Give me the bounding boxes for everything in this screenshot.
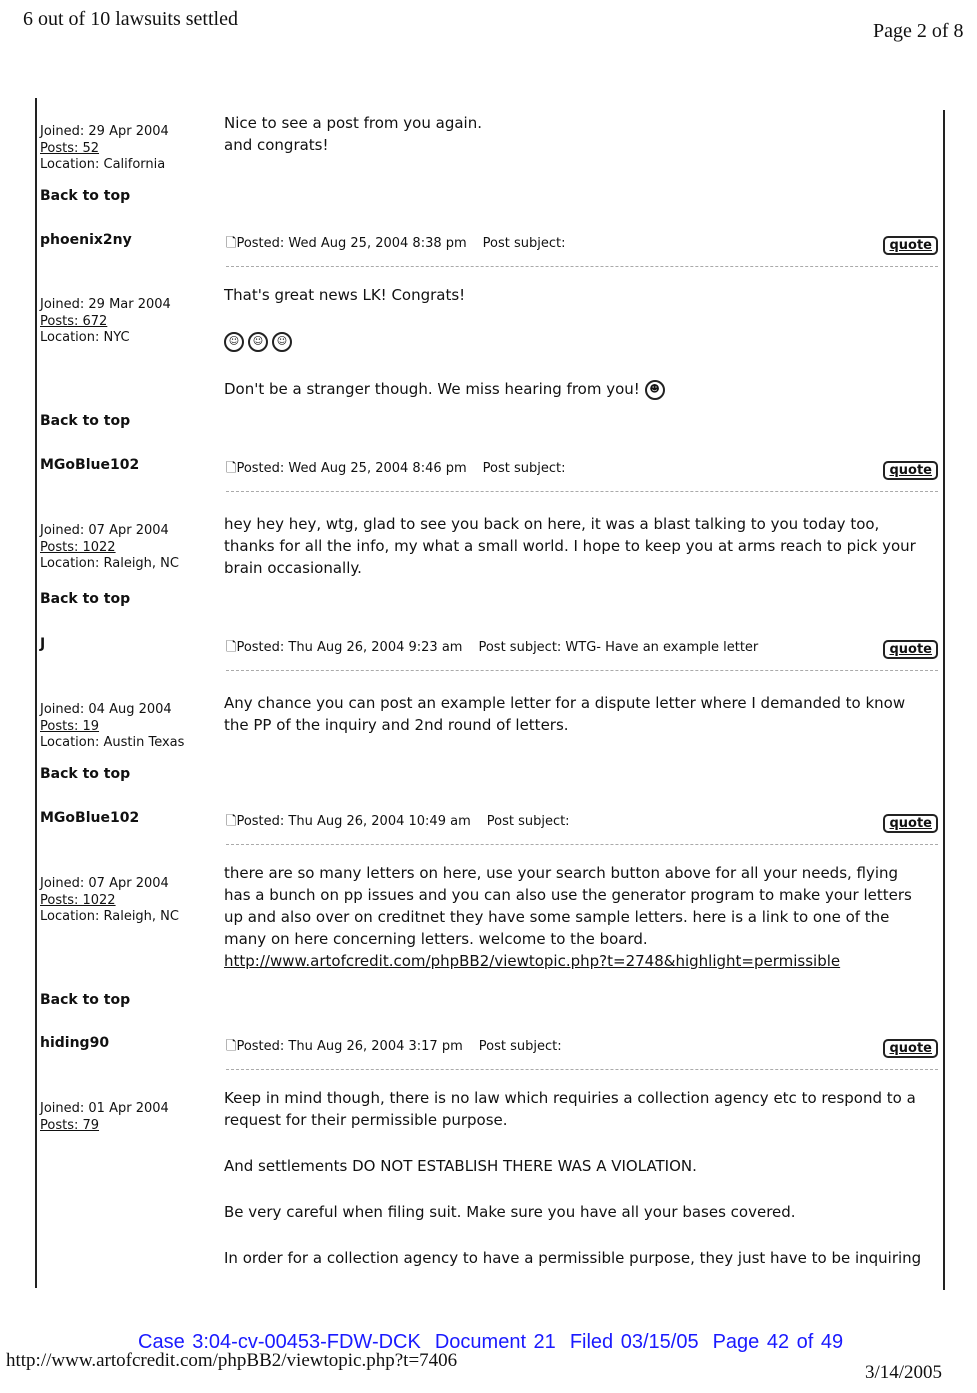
quote-label: quote bbox=[889, 816, 932, 831]
location: Location: Raleigh, NC bbox=[40, 556, 179, 571]
footer-url: http://www.artofcredit.com/phpBB2/viewtopic.php?t=7406 bbox=[6, 1350, 458, 1371]
post-header bbox=[226, 459, 566, 481]
posts-link[interactable]: Posts: 19 bbox=[40, 718, 100, 734]
post-text: Any chance you can post an example letter for a dispute letter where I demanded to know the PP of the inquiry and 2nd round of letters. bbox=[224, 694, 906, 734]
posts-link[interactable]: Posts: 79 bbox=[40, 1117, 100, 1133]
author-info bbox=[40, 876, 179, 926]
post bbox=[38, 636, 938, 796]
back-to-top-link[interactable]: Back to top bbox=[40, 188, 131, 204]
post-body bbox=[224, 862, 928, 972]
post-body bbox=[224, 1087, 928, 1293]
post bbox=[38, 810, 938, 1020]
joined-date: Joined: 29 Mar 2004 bbox=[40, 297, 171, 312]
post-icon: 🗋 bbox=[226, 461, 237, 476]
post-author[interactable]: hiding90 bbox=[40, 1035, 110, 1051]
author-info bbox=[40, 297, 171, 347]
divider bbox=[226, 670, 938, 671]
document-number: Document 21 bbox=[434, 1331, 556, 1353]
posts-link[interactable]: Posts: 1022 bbox=[40, 892, 116, 908]
post-date: Posted: Thu Aug 26, 2004 10:49 am bbox=[236, 814, 471, 829]
quote-button[interactable] bbox=[883, 640, 938, 659]
quote-button[interactable] bbox=[883, 461, 938, 480]
back-to-top-link[interactable]: Back to top bbox=[40, 591, 131, 607]
joined-date: Joined: 07 Apr 2004 bbox=[40, 876, 169, 891]
post-date: Posted: Thu Aug 26, 2004 3:17 pm bbox=[236, 1039, 463, 1054]
post-header bbox=[226, 1037, 562, 1059]
author-info bbox=[40, 124, 169, 174]
page-number: Page 2 of 8 bbox=[873, 20, 964, 42]
post-body bbox=[224, 513, 928, 603]
post bbox=[38, 1035, 938, 1295]
back-to-top-link[interactable]: Back to top bbox=[40, 766, 131, 782]
post-partial bbox=[38, 110, 938, 210]
post-subject: Post subject: bbox=[486, 814, 570, 829]
quote-label: quote bbox=[889, 238, 932, 253]
smiley-icon: ☺ bbox=[272, 332, 292, 352]
quote-label: quote bbox=[889, 642, 932, 657]
post bbox=[38, 232, 938, 432]
posts-link[interactable]: Posts: 672 bbox=[40, 313, 108, 329]
post-body bbox=[224, 112, 928, 156]
cool-smiley-icon: ☻ bbox=[645, 380, 665, 400]
post-author[interactable]: MGoBlue102 bbox=[40, 810, 140, 826]
location: Location: California bbox=[40, 157, 166, 172]
smiley-icon: ☺ bbox=[224, 332, 244, 352]
post-icon: 🗋 bbox=[226, 814, 237, 829]
post-text: Don't be a stranger though. We miss hearing from you! bbox=[224, 380, 640, 398]
quote-button[interactable] bbox=[883, 1039, 938, 1058]
post-text: That's great news LK! Congrats! bbox=[224, 286, 466, 304]
frame-border-left bbox=[35, 98, 37, 1288]
location: Location: NYC bbox=[40, 330, 130, 345]
back-to-top-link[interactable]: Back to top bbox=[40, 413, 131, 429]
divider bbox=[226, 266, 938, 267]
post-body bbox=[224, 692, 928, 760]
topic-link[interactable]: http://www.artofcredit.com/phpBB2/viewtopic.php?t=2748&highlight=permissible bbox=[224, 952, 841, 970]
post-subject: Post subject: bbox=[482, 236, 566, 251]
post-header bbox=[226, 812, 570, 834]
location: Location: Raleigh, NC bbox=[40, 909, 179, 924]
post-author[interactable]: J bbox=[40, 636, 46, 652]
post-text: Nice to see a post from you again. bbox=[224, 114, 482, 132]
document-title: 6 out of 10 lawsuits settled bbox=[23, 8, 238, 30]
footer-date: 3/14/2005 bbox=[865, 1362, 943, 1383]
post-text: and congrats! bbox=[224, 136, 329, 154]
post bbox=[38, 457, 938, 617]
divider bbox=[226, 1069, 938, 1070]
post-header bbox=[226, 234, 566, 256]
post-icon: 🗋 bbox=[226, 640, 237, 655]
post-icon: 🗋 bbox=[226, 1039, 237, 1054]
smiley-icon: ☺ bbox=[248, 332, 268, 352]
post-author[interactable]: MGoBlue102 bbox=[40, 457, 140, 473]
posts-link[interactable]: Posts: 52 bbox=[40, 140, 100, 156]
divider bbox=[226, 491, 938, 492]
case-page: Page 42 of 49 bbox=[712, 1331, 844, 1353]
posts-link[interactable]: Posts: 1022 bbox=[40, 539, 116, 555]
post-subject: Post subject: bbox=[482, 461, 566, 476]
location: Location: Austin Texas bbox=[40, 735, 185, 750]
frame-border-right bbox=[943, 110, 945, 1290]
post-icon: 🗋 bbox=[226, 236, 237, 251]
post-text: In order for a collection agency to have a permissible purpose, they just have to be inquiring bbox=[224, 1249, 922, 1267]
author-info bbox=[40, 702, 184, 752]
quote-label: quote bbox=[889, 463, 932, 478]
quote-button[interactable] bbox=[883, 236, 938, 255]
back-to-top-link[interactable]: Back to top bbox=[40, 992, 131, 1008]
post-text: hey hey hey, wtg, glad to see you back on here, it was a blast talking to you today too, thanks for all the info, my what a small world. I hope to keep you at arms reach to pick your brain occasionally. bbox=[224, 515, 916, 577]
quote-button[interactable] bbox=[883, 814, 938, 833]
post-date: Posted: Wed Aug 25, 2004 8:46 pm bbox=[236, 461, 467, 476]
author-info bbox=[40, 523, 179, 573]
joined-date: Joined: 04 Aug 2004 bbox=[40, 702, 172, 717]
case-number: Case 3:04-cv-00453-FDW-DCK bbox=[138, 1331, 421, 1353]
post-date: Posted: Wed Aug 25, 2004 8:38 pm bbox=[236, 236, 467, 251]
divider bbox=[226, 844, 938, 845]
post-text: Keep in mind though, there is no law which requiries a collection agency etc to respond to a request for their permissible purpose. bbox=[224, 1089, 916, 1129]
post-author[interactable]: phoenix2ny bbox=[40, 232, 132, 248]
author-info bbox=[40, 1101, 169, 1134]
joined-date: Joined: 07 Apr 2004 bbox=[40, 523, 169, 538]
joined-date: Joined: 01 Apr 2004 bbox=[40, 1101, 169, 1116]
post-body bbox=[224, 284, 928, 424]
post-subject: Post subject: bbox=[478, 1039, 562, 1054]
post-text: there are so many letters on here, use your search button above for all your needs, flying has a bunch on pp issues and you can also use the generator program to make your letters up and also over on creditnet they have some sample letters. here is a link to one of the many on here concerning letters. welcome to the board. bbox=[224, 864, 912, 948]
post-text: And settlements DO NOT ESTABLISH THERE WAS A VIOLATION. bbox=[224, 1157, 697, 1175]
filed-date: Filed 03/15/05 bbox=[569, 1331, 699, 1353]
post-header bbox=[226, 638, 758, 660]
quote-label: quote bbox=[889, 1041, 932, 1056]
post-text: Be very careful when filing suit. Make sure you have all your bases covered. bbox=[224, 1203, 796, 1221]
post-subject: Post subject: WTG- Have an example letter bbox=[478, 640, 759, 655]
post-date: Posted: Thu Aug 26, 2004 9:23 am bbox=[236, 640, 463, 655]
joined-date: Joined: 29 Apr 2004 bbox=[40, 124, 169, 139]
